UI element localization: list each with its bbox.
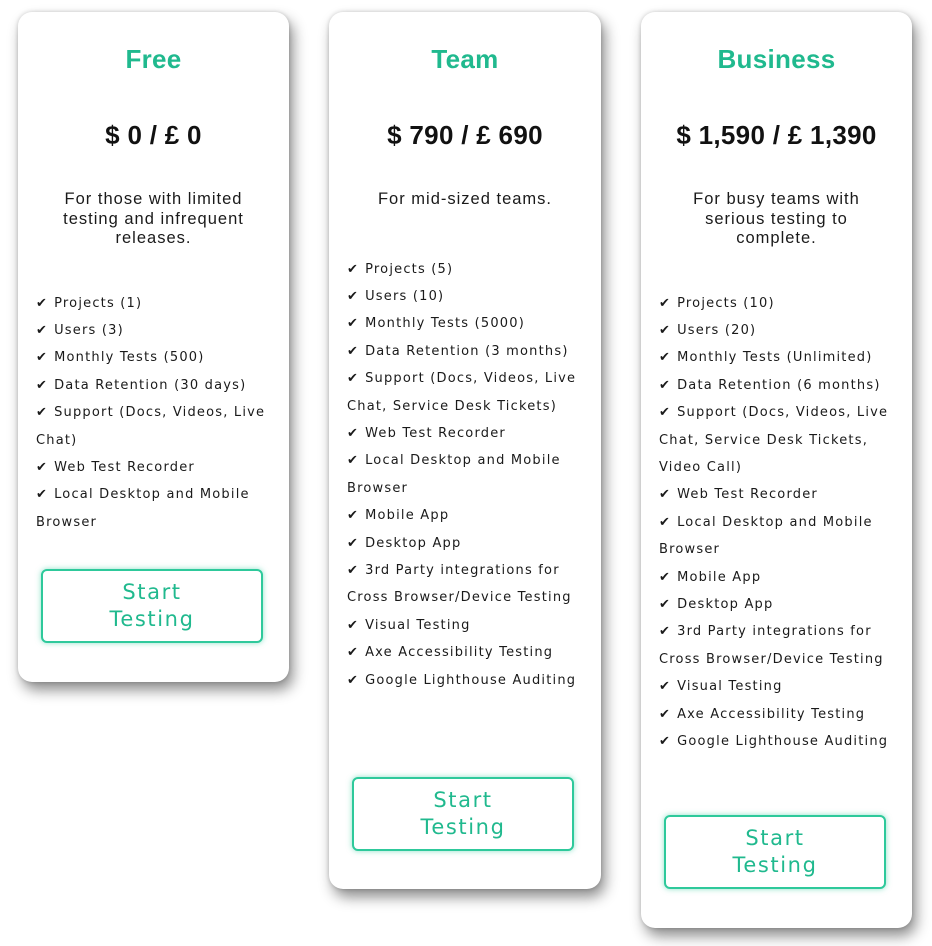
checkmark-icon: ✔ — [659, 295, 672, 311]
feature-item — [347, 502, 583, 529]
checkmark-icon: ✔ — [659, 514, 672, 530]
feature-item — [347, 310, 583, 337]
feature-label: Support (Docs, Videos, Live Chat) — [36, 405, 266, 448]
feature-item — [659, 509, 894, 564]
feature-label: Google Lighthouse Auditing — [677, 734, 889, 749]
feature-label: Users (3) — [54, 322, 124, 338]
feature-item — [347, 283, 583, 310]
checkmark-icon: ✔ — [36, 377, 49, 393]
feature-item — [659, 344, 894, 371]
feature-label: Projects (1) — [54, 295, 143, 311]
feature-item — [36, 454, 271, 481]
feature-item — [36, 290, 271, 317]
checkmark-icon: ✔ — [347, 343, 360, 359]
checkmark-icon: ✔ — [659, 706, 672, 722]
checkmark-icon: ✔ — [659, 377, 672, 393]
feature-label: Mobile App — [365, 508, 450, 524]
checkmark-icon: ✔ — [36, 295, 49, 311]
checkmark-icon: ✔ — [659, 679, 672, 695]
feature-label: Mobile App — [677, 569, 762, 585]
feature-item — [659, 673, 894, 700]
checkmark-icon: ✔ — [347, 617, 360, 633]
feature-label: 3rd Party integrations for Cross Browser/Device Testing — [659, 624, 884, 667]
checkmark-icon: ✔ — [347, 508, 360, 524]
checkmark-icon: ✔ — [36, 350, 49, 366]
plan-price: $ 1,590 / £ 1,390 — [676, 120, 877, 150]
pricing-card-business — [641, 12, 912, 928]
feature-label: Web Test Recorder — [54, 459, 195, 475]
feature-label: Local Desktop and Mobile Browser — [36, 487, 250, 530]
feature-label: Visual Testing — [365, 617, 471, 633]
plan-description: For mid-sized teams. — [377, 190, 553, 208]
feature-label: Web Test Recorder — [365, 425, 506, 441]
feature-item — [659, 399, 894, 481]
feature-item — [347, 612, 583, 639]
plan-name: Business — [717, 44, 836, 74]
feature-item — [347, 420, 583, 447]
checkmark-icon: ✔ — [347, 535, 360, 551]
checkmark-icon: ✔ — [659, 405, 672, 421]
feature-item — [347, 365, 583, 420]
feature-label: 3rd Party integrations for Cross Browser/Device Testing — [347, 562, 572, 606]
checkmark-icon: ✔ — [659, 624, 672, 640]
feature-item — [347, 667, 583, 694]
feature-label: Visual Testing — [677, 679, 783, 695]
start-testing-button[interactable]: Start Testing — [664, 815, 886, 889]
feature-label: Data Retention (30 days) — [54, 377, 247, 393]
feature-item — [659, 481, 894, 508]
checkmark-icon: ✔ — [659, 322, 672, 338]
feature-list — [659, 290, 894, 756]
feature-label: Users (10) — [365, 288, 445, 304]
checkmark-icon: ✔ — [347, 645, 360, 661]
checkmark-icon: ✔ — [659, 569, 672, 585]
feature-item — [347, 639, 583, 666]
feature-item — [659, 317, 894, 344]
feature-label: Monthly Tests (Unlimited) — [677, 350, 873, 366]
feature-list — [347, 256, 583, 695]
feature-label: Desktop App — [365, 535, 462, 551]
plan-description: For busy teams with serious testing to complete. — [693, 190, 860, 247]
feature-item — [36, 372, 271, 399]
checkmark-icon: ✔ — [347, 316, 360, 332]
checkmark-icon: ✔ — [659, 734, 672, 749]
checkmark-icon: ✔ — [36, 459, 49, 475]
feature-label: Projects (10) — [677, 295, 775, 311]
checkmark-icon: ✔ — [659, 596, 672, 612]
pricing-card-team — [329, 12, 601, 889]
feature-item — [347, 338, 583, 365]
feature-item — [659, 701, 894, 728]
plan-description: For those with limited testing and infrequent releases. — [63, 190, 244, 247]
feature-label: Axe Accessibility Testing — [677, 706, 866, 722]
plan-name: Free — [125, 44, 182, 74]
feature-item — [36, 344, 271, 371]
feature-item — [659, 290, 894, 317]
feature-label: Users (20) — [677, 322, 757, 338]
feature-label: Local Desktop and Mobile Browser — [347, 453, 561, 496]
feature-item — [347, 447, 583, 502]
checkmark-icon: ✔ — [347, 425, 360, 441]
checkmark-icon: ✔ — [347, 562, 360, 578]
feature-label: Local Desktop and Mobile Browser — [659, 514, 873, 558]
feature-list — [36, 290, 271, 537]
checkmark-icon: ✔ — [347, 288, 360, 304]
feature-item — [659, 618, 894, 673]
feature-item — [36, 481, 271, 536]
checkmark-icon: ✔ — [347, 453, 360, 469]
checkmark-icon: ✔ — [36, 322, 49, 338]
feature-item — [659, 564, 894, 591]
checkmark-icon: ✔ — [347, 261, 360, 277]
feature-item — [659, 591, 894, 618]
checkmark-icon: ✔ — [347, 371, 360, 387]
feature-item — [347, 530, 583, 557]
feature-label: Monthly Tests (500) — [54, 350, 205, 366]
feature-label: Support (Docs, Videos, Live Chat, Service Desk Tickets, Video Call) — [659, 405, 889, 475]
feature-item — [36, 317, 271, 344]
feature-label: Desktop App — [677, 596, 774, 612]
feature-label: Data Retention (6 months) — [677, 377, 881, 393]
start-testing-button[interactable]: Start Testing — [352, 777, 574, 851]
feature-label: Projects (5) — [365, 261, 454, 277]
checkmark-icon: ✔ — [347, 672, 360, 688]
start-testing-button[interactable]: Start Testing — [41, 569, 263, 643]
checkmark-icon: ✔ — [36, 487, 49, 503]
feature-label: Support (Docs, Videos, Live Chat, Service Desk Tickets) — [347, 371, 577, 414]
feature-item — [659, 728, 894, 755]
plan-name: Team — [431, 44, 499, 74]
feature-item — [347, 256, 583, 283]
checkmark-icon: ✔ — [659, 350, 672, 366]
feature-label: Axe Accessibility Testing — [365, 645, 554, 661]
feature-label: Data Retention (3 months) — [365, 343, 569, 359]
feature-label: Web Test Recorder — [677, 487, 818, 503]
plan-price: $ 0 / £ 0 — [105, 120, 202, 150]
feature-item — [347, 557, 583, 612]
feature-item — [36, 399, 271, 454]
pricing-card-free — [18, 12, 289, 682]
checkmark-icon: ✔ — [36, 405, 49, 421]
feature-label: Google Lighthouse Auditing — [365, 672, 577, 688]
checkmark-icon: ✔ — [659, 487, 672, 503]
feature-item — [659, 372, 894, 399]
feature-label: Monthly Tests (5000) — [365, 316, 526, 332]
plan-price: $ 790 / £ 690 — [387, 120, 543, 150]
